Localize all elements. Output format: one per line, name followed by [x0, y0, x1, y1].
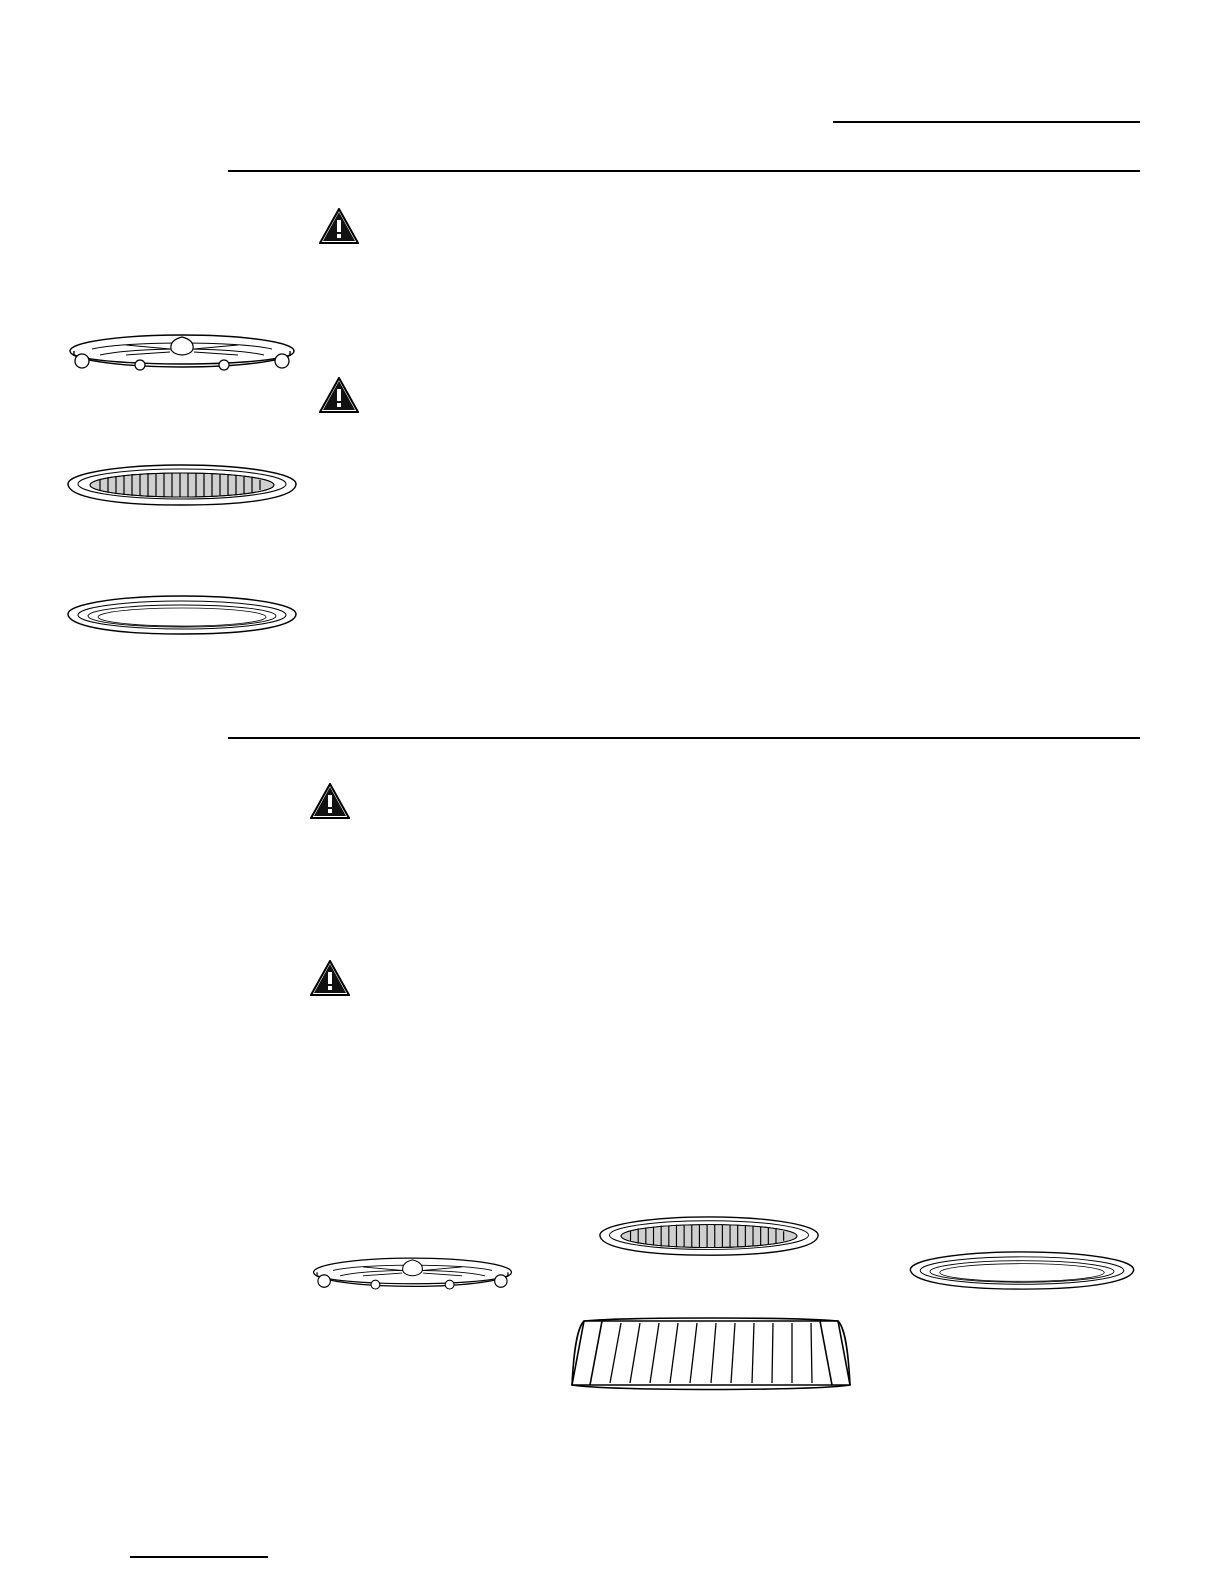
turntable-support-illustration [310, 1248, 515, 1300]
section-1-rule [228, 170, 1140, 172]
metal-rack-illustration [568, 1315, 854, 1395]
warning-triangle-icon [310, 960, 350, 996]
section-2-rule [228, 737, 1140, 739]
warning-triangle-icon [319, 377, 359, 413]
turntable-support-illustration [66, 325, 298, 381]
warning-triangle-icon [319, 208, 359, 244]
header-rule [833, 121, 1140, 123]
crisper-pan-illustration [598, 1212, 820, 1262]
warning-triangle-icon [310, 783, 350, 819]
glass-turntable-tray-illustration [908, 1248, 1136, 1295]
footer-rule [130, 1556, 268, 1558]
glass-turntable-tray-illustration [66, 592, 298, 640]
crisper-pan-illustration [66, 460, 298, 512]
